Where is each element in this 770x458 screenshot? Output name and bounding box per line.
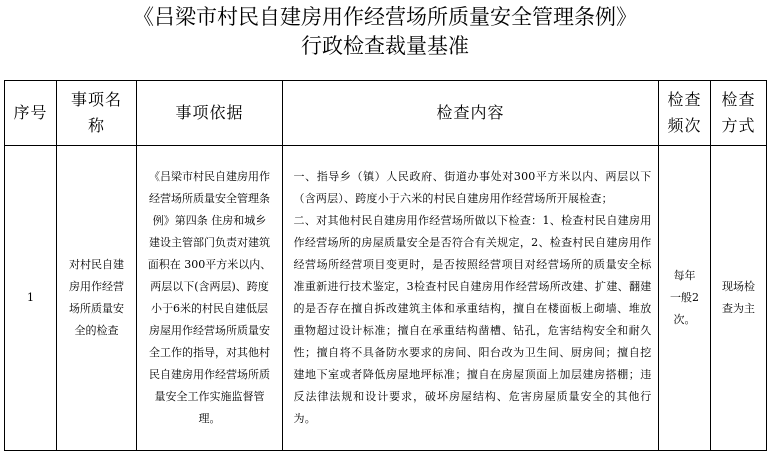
cell-method [711, 146, 767, 451]
document-title: 《吕梁市村民自建房用作经营场所质量安全管理条例》 [133, 5, 637, 29]
header-frequency: 检查频次 [659, 81, 711, 146]
content-paragraph-2: 二、对其他村民自建房用作经营场所做以下检查：1、检查村民自建房用作经营场所的房屋质量安全是否符合有关规定，2、检查村民自建房用作经营场所经营项目变更时，是否按照经营项目对经营场所的质量安全标准重新进行技术鉴定，3检查村民自建房用作经营场所改建、扩建、翻建的是否存在擅自拆改建筑主体和承重结构，擅自在楼面板上砌墙、堆放重物超过设计标准；擅自在承重结构凿槽、钻孔，危害结构安全和耐久性；擅自将不具备防水要求的房间、阳台改为卫生间、厨房间；擅自挖建地下室或者降低房屋地坪标准；擅自在房屋顶面上加层建房搭棚；违反法律法规和设计要求，破坏房屋结构、危害房屋质量安全的其他行为。 [293, 214, 652, 425]
header-item-name: 事项名称 [57, 81, 137, 146]
basis-text: 《吕梁市村民自建房用作经营场所质量安全管理条例》第四条 住房和城乡建设主管部门负责对建筑面积在 300平方米以内、两层以下(含两层)、跨度小于6米的村民自建低层房屋用作经营场所质量安全工作的指导，对其他村民自建房用作经营场所质量安全工作实施监督管理。 [147, 170, 272, 425]
method-text: 现场检查为主 [722, 280, 755, 315]
header-seq: 序号 [5, 81, 57, 146]
seq-value: 1 [27, 291, 34, 304]
cell-frequency [659, 146, 711, 451]
cell-content [283, 146, 659, 451]
header-content: 检查内容 [283, 81, 659, 146]
cell-item-name [57, 146, 137, 451]
item-name-text: 对村民自建房用作经营场所质量安全的检查 [69, 258, 124, 337]
cell-basis [137, 146, 283, 451]
frequency-text: 每年一般2次。 [670, 269, 699, 326]
inspection-table [4, 80, 767, 451]
table-header-row [5, 81, 767, 146]
cell-seq [5, 146, 57, 451]
content-paragraph-1: 一、指导乡（镇）人民政府、街道办事处对300平方米以内、两层以下（含两层）、跨度小于六米的村民自建房用作经营场所开展检查； [293, 170, 652, 205]
header-basis: 事项依据 [137, 81, 283, 146]
document-subtitle: 行政检查裁量基准 [301, 34, 469, 58]
table-row [5, 146, 767, 451]
header-method: 检查方式 [711, 81, 767, 146]
